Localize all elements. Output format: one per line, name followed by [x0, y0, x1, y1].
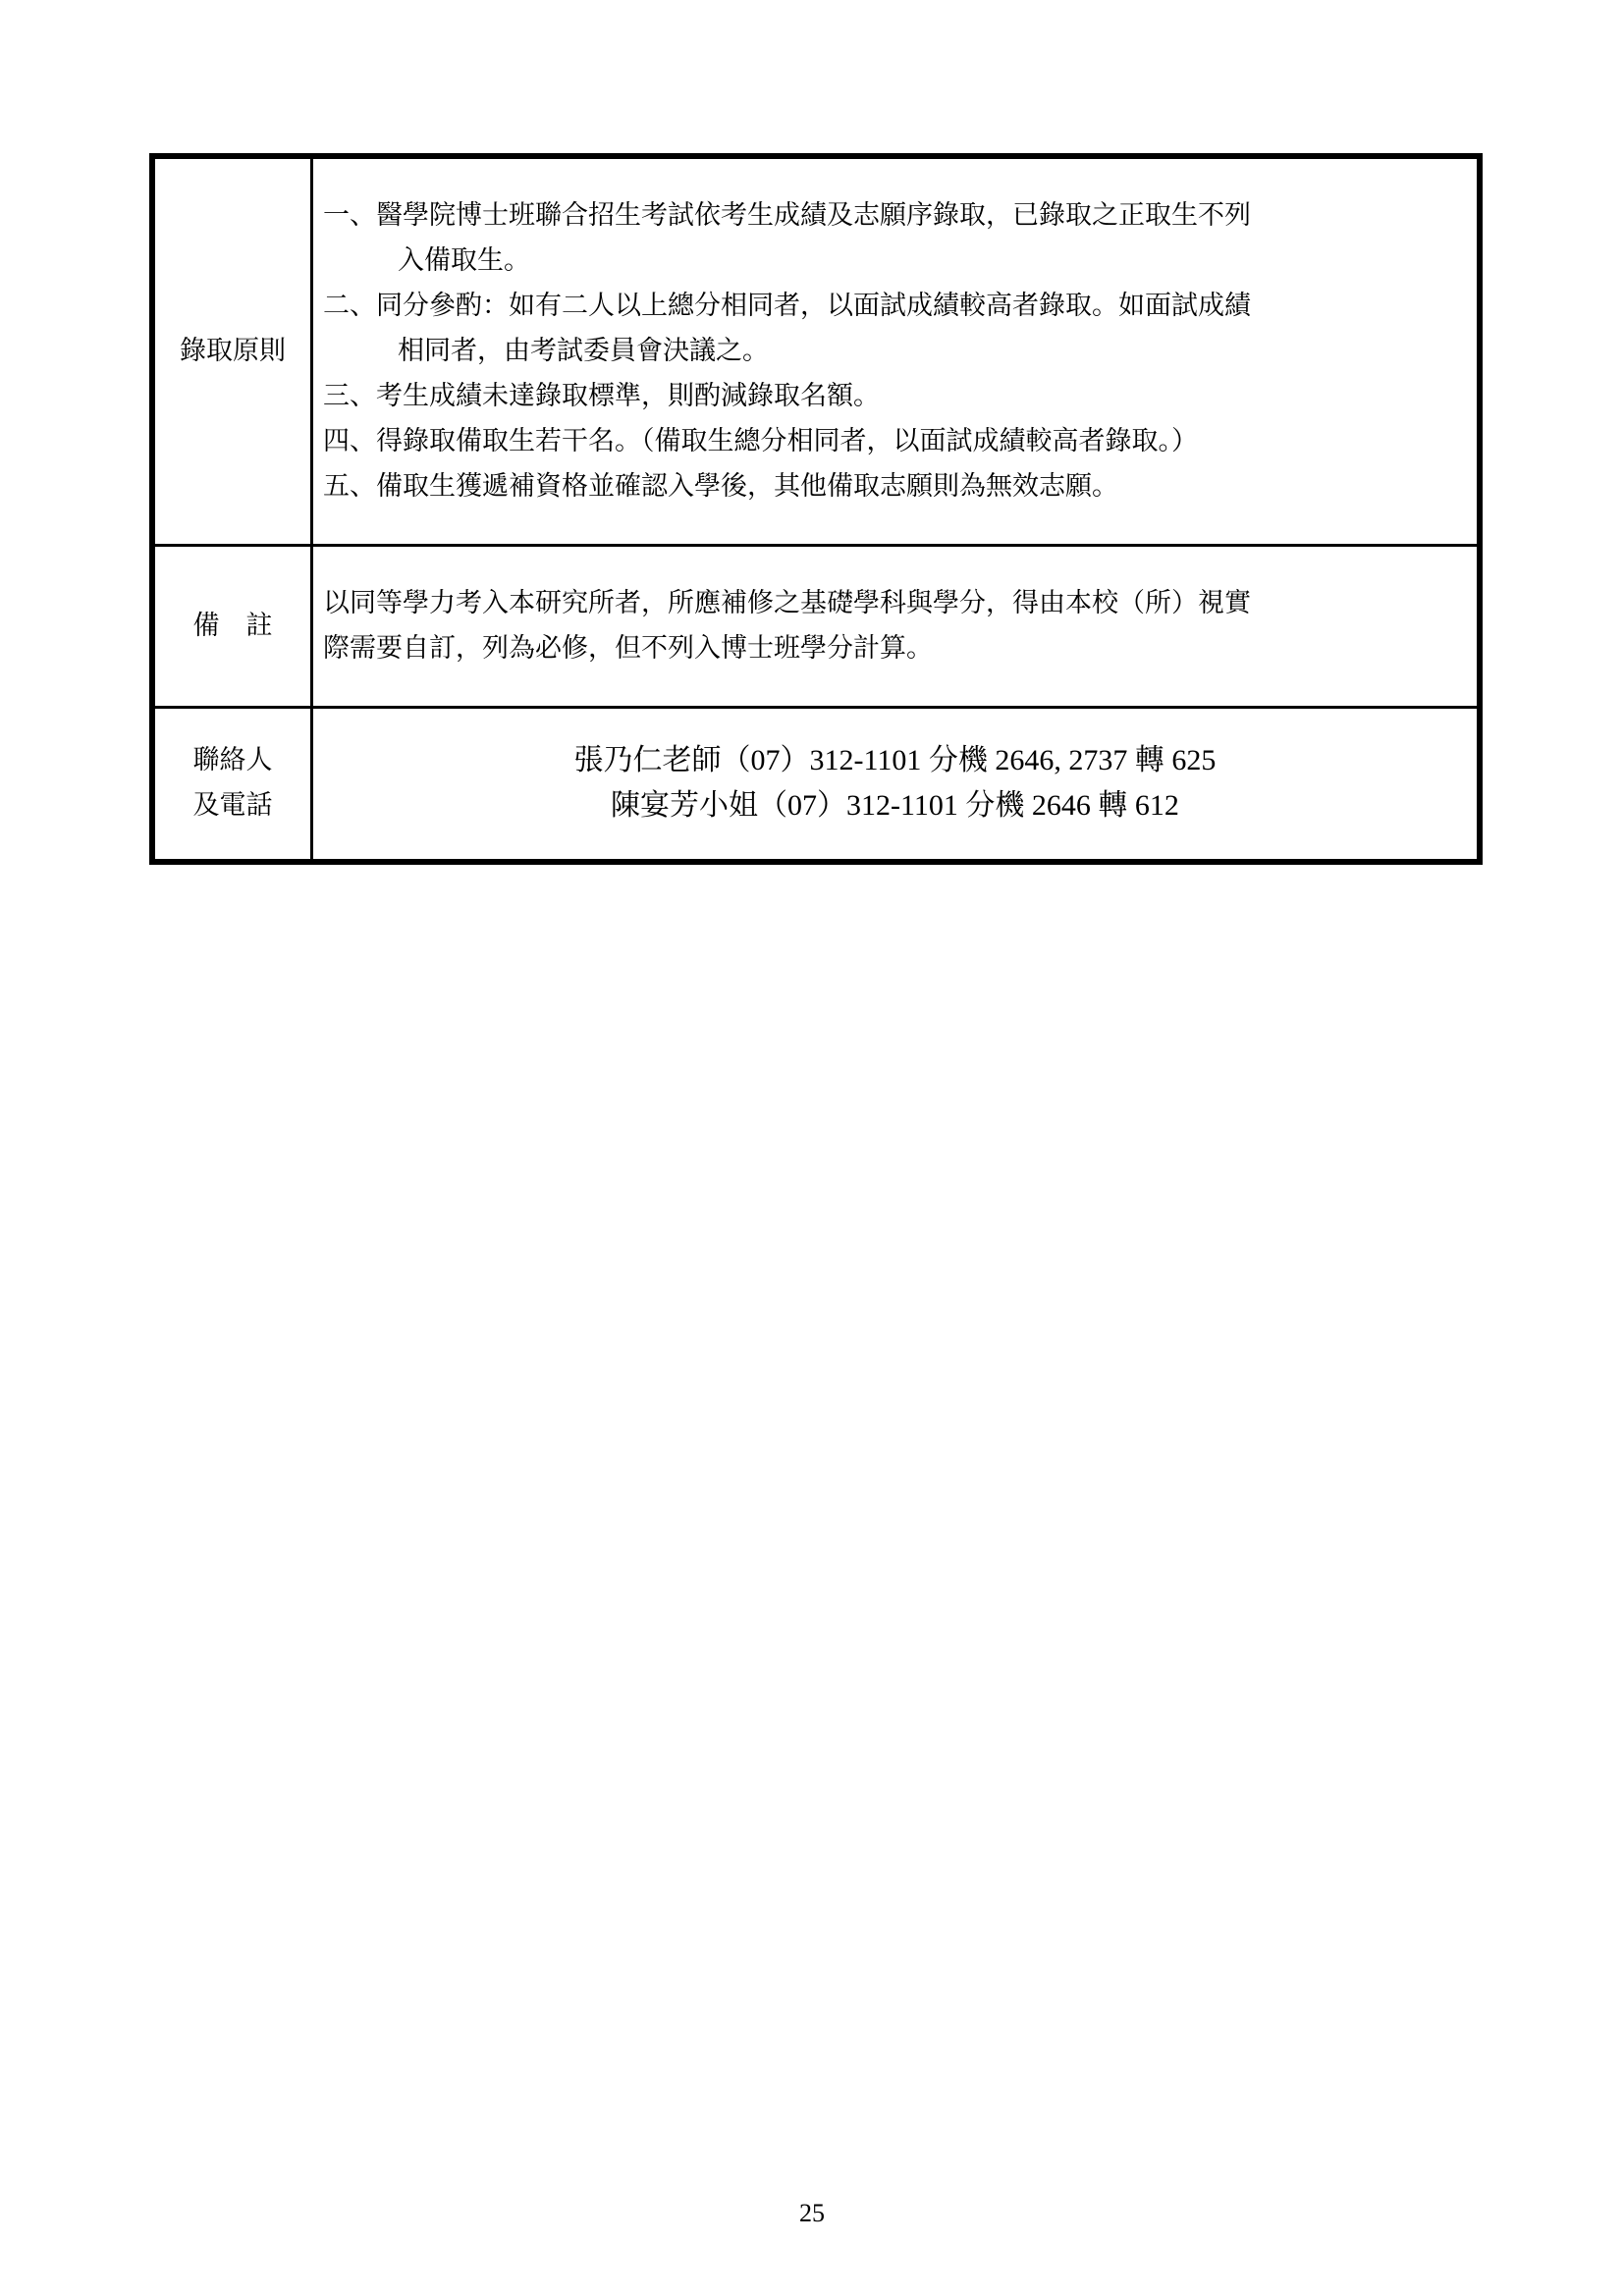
contact-label-cell [152, 707, 312, 862]
contact-person-2: 陳宴芳小姐（07）312-1101 分機 2646 轉 612 [611, 789, 1179, 823]
rule-item-1-line2: 入備取生。 [398, 244, 530, 276]
admission-info-table [149, 153, 1483, 865]
rule-item-3-line1: 三、考生成績未達錄取標準，則酌減錄取名額。 [323, 380, 880, 411]
notes-row [152, 545, 1480, 707]
notes-label-cell [152, 545, 312, 707]
notes-line2: 際需要自訂，列為必修，但不列入博士班學分計算。 [323, 632, 933, 664]
rule-item-2 [313, 284, 1477, 374]
page-number: 25 [799, 2199, 825, 2227]
admission-principles-label: 錄取原則 [180, 335, 286, 366]
contact-content [312, 707, 1481, 862]
contact-label-line1: 聯絡人 [192, 745, 273, 776]
notes-content [312, 545, 1481, 707]
rule-item-2-line2: 相同者，由考試委員會決議之。 [398, 335, 769, 366]
rule-item-4-line1: 四、得錄取備取生若干名。（備取生總分相同者，以面試成績較高者錄取。） [323, 425, 1198, 456]
rule-item-4 [313, 419, 1477, 464]
contact-person-1: 張乃仁老師（07）312-1101 分機 2646, 2737 轉 625 [573, 744, 1217, 777]
rule-item-5 [313, 464, 1477, 509]
notes-line1: 以同等學力考入本研究所者，所應補修之基礎學科與學分，得由本校（所）視實 [323, 587, 1251, 618]
contact-label-line2: 及電話 [192, 790, 273, 822]
rule-item-5-line1: 五、備取生獲遞補資格並確認入學後，其他備取志願則為無效志願。 [323, 470, 1118, 502]
contact-row [152, 707, 1480, 862]
rule-item-1-line1: 一、醫學院博士班聯合招生考試依考生成績及志願序錄取，已錄取之正取生不列 [323, 199, 1251, 231]
admission-principles-label-cell [152, 156, 312, 545]
rule-item-2-line1: 二、同分參酌：如有二人以上總分相同者，以面試成績較高者錄取。如面試成績 [323, 290, 1251, 321]
rule-item-3 [313, 374, 1477, 419]
admission-principles-row [152, 156, 1480, 545]
rule-item-1 [313, 193, 1477, 284]
admission-principles-content [312, 156, 1481, 545]
notes-label: 備 註 [192, 610, 273, 641]
